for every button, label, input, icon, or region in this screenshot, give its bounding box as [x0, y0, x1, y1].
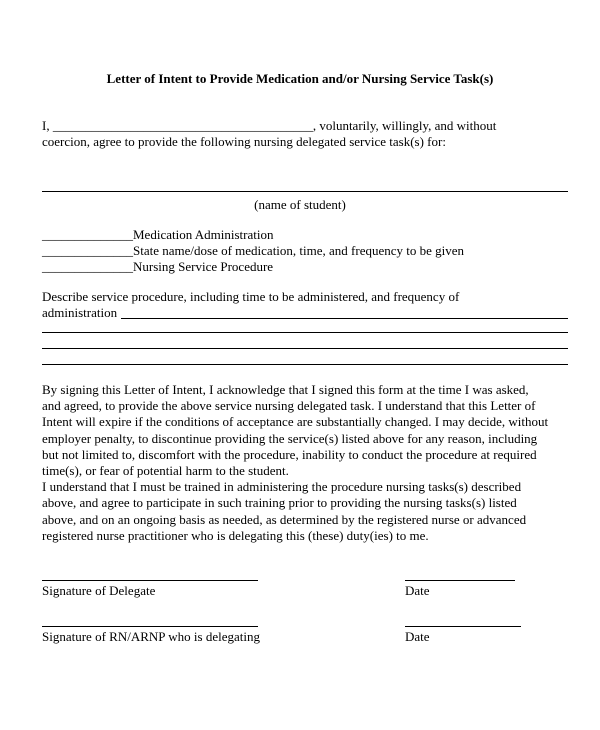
procedure-line-2: administration: [42, 305, 118, 320]
rn-date-label: Date: [405, 629, 430, 644]
procedure-fill-line-0: [121, 318, 568, 319]
acknowledgement-line: By signing this Letter of Intent, I acknowledge that I signed this form at the time I was asked,: [42, 382, 529, 397]
delegate-date-label: Date: [405, 583, 430, 598]
student-name-line: [42, 191, 568, 192]
task-medication-administration: ______________Medication Administration: [42, 227, 274, 242]
task-medication-dose: ______________State name/dose of medication, time, and frequency to be given: [42, 243, 465, 258]
training-line: I understand that I must be trained in administering the procedure nursing tasks(s) described: [42, 479, 522, 495]
rn-date-line: [405, 626, 521, 627]
delegate-signature-line: [42, 580, 258, 581]
intro-line-2: coercion, agree to provide the following nursing delegated service task(s) for:: [42, 134, 446, 149]
acknowledgement-line: and agreed, to provide the above service nursing delegated task. I understand that this Letter of: [42, 398, 536, 414]
training-line: above, and agree to participate in such training prior to providing the nursing tasks(s) listed: [42, 495, 517, 511]
acknowledgement-line: employer penalty, to discontinue providing the service(s) listed above for any reason, including: [42, 430, 538, 446]
delegate-signature-label: Signature of Delegate: [42, 583, 156, 598]
procedure-fill-line-2: [42, 348, 568, 349]
rn-signature-line: [42, 626, 258, 627]
student-name-label: (name of student): [254, 197, 346, 212]
task-nursing-procedure: ______________Nursing Service Procedure: [42, 259, 274, 274]
training-line: above, and on an ongoing basis as needed, as determined by the registered nurse or advanced: [42, 511, 527, 527]
acknowledgement-paragraph: [42, 382, 568, 544]
delegate-date-line: [405, 580, 515, 581]
procedure-fill-line-3: [42, 364, 568, 365]
acknowledgement-line: time(s), or fear of potential harm to the student.: [42, 463, 289, 479]
intro-line-1: I, ________________________________________, voluntarily, willingly, and without: [42, 118, 497, 133]
acknowledgement-line: but not limited to, discomfort with the procedure, inability to conduct the procedure at required: [42, 446, 537, 462]
training-line: registered nurse practitioner who is delegating this (these) duty(ies) to me.: [42, 527, 429, 543]
rn-signature-label: Signature of RN/ARNP who is delegating: [42, 629, 260, 644]
procedure-fill-line-1: [42, 332, 568, 333]
procedure-line-1: Describe service procedure, including time to be administered, and frequency of: [42, 289, 460, 304]
document-title: Letter of Intent to Provide Medication and/or Nursing Service Task(s): [106, 71, 494, 86]
acknowledgement-line: Intent will expire if the conditions of acceptance are substantially changed. I may decide, without: [42, 414, 549, 430]
